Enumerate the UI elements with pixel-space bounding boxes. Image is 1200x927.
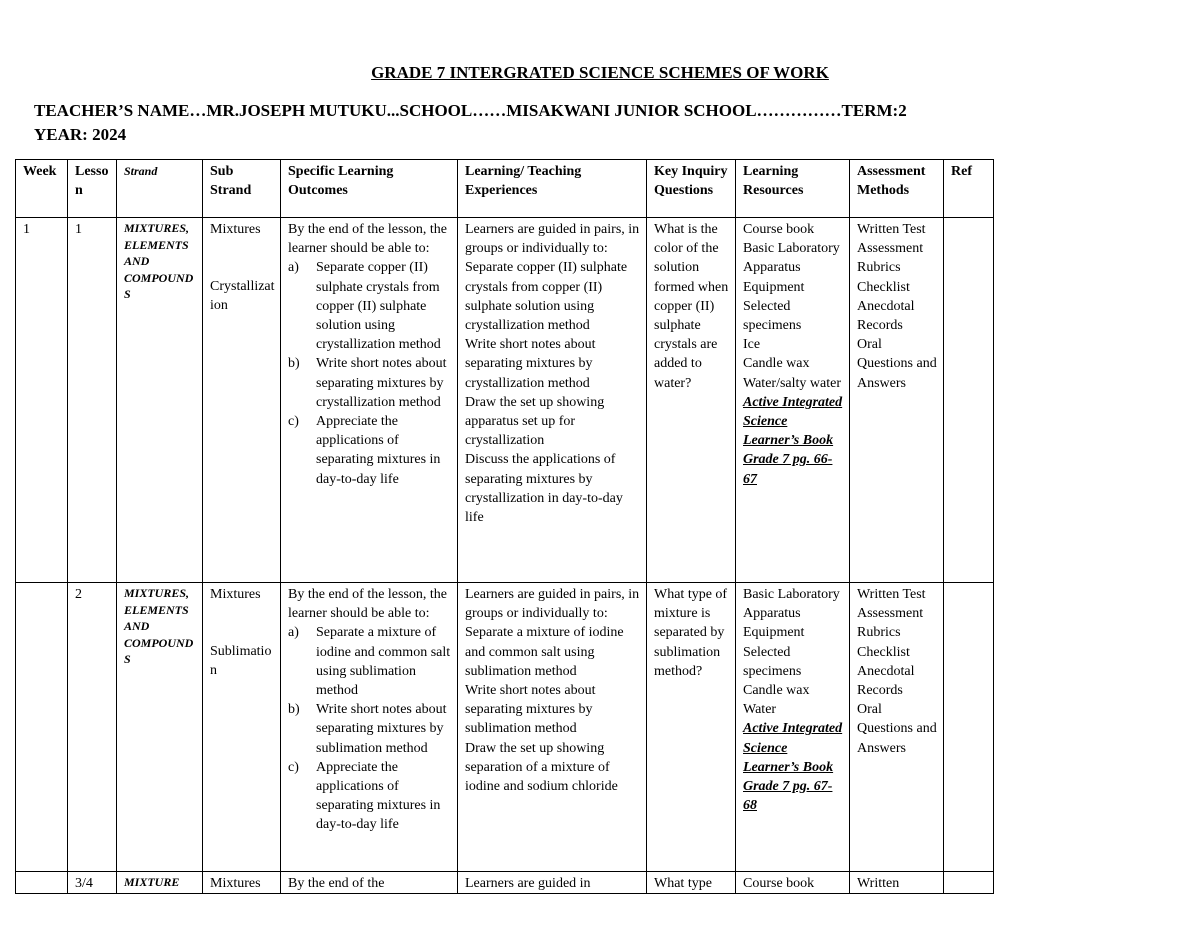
learner-book-reference: Active Integrated Science Learner’s Book Grade 7 pg. 67-68 bbox=[743, 721, 843, 814]
header-learning-resources: Learning Resources bbox=[736, 160, 850, 218]
resource-item: Basic Laboratory Apparatus bbox=[743, 241, 840, 276]
slo-marker: b) bbox=[288, 356, 300, 372]
kiq-cell: What type of mixture is separated by sublimation method? bbox=[647, 583, 736, 872]
experience-line: Write short notes about separating mixtures by sublimation method bbox=[465, 683, 596, 737]
resources-cell: Course book bbox=[736, 872, 850, 894]
table-row bbox=[16, 218, 994, 583]
header-sub-strand: Sub Strand bbox=[203, 160, 281, 218]
assessment-item: Oral Questions and Answers bbox=[857, 337, 937, 391]
learner-book-reference: Active Integrated Science Learner’s Book Grade 7 pg. 66-67 bbox=[743, 394, 843, 487]
slo-marker: c) bbox=[288, 759, 299, 775]
slo-cell bbox=[281, 583, 458, 872]
teacher-school-term-line: TEACHER’S NAME…MR.JOSEPH MUTUKU...SCHOOL……MISAKWANI JUNIOR SCHOOL……………TERM:2 bbox=[34, 101, 907, 120]
experience-line: Draw the set up showing separation of a mixture of iodine and sodium chloride bbox=[465, 740, 618, 795]
slo-list bbox=[288, 258, 453, 488]
sub-strand-primary: Mixtures bbox=[210, 587, 261, 602]
resource-item: Selected specimens bbox=[743, 298, 802, 334]
sub-strand-primary: Mixtures bbox=[210, 222, 261, 237]
assessment-item: Oral Questions and Answers bbox=[857, 702, 937, 756]
strand-cell: MIXTURES, ELEMENTS AND COMPOUNDS bbox=[117, 583, 203, 872]
header-learning-experiences: Learning/ Teaching Experiences bbox=[458, 160, 647, 218]
week-cell: 1 bbox=[16, 218, 68, 583]
teacher-info bbox=[34, 99, 1164, 147]
header-specific-learning-outcomes: Specific Learning Outcomes bbox=[281, 160, 458, 218]
lesson-cell: 3/4 bbox=[68, 872, 117, 894]
slo-text: Separate a mixture of iodine and common salt using sublimation method bbox=[316, 625, 451, 699]
experience-line: Separate copper (II) sulphate crystals from copper (II) sulphate solution using crystallization method bbox=[465, 260, 628, 334]
ref-cell bbox=[944, 583, 994, 872]
resource-item: Water bbox=[743, 702, 777, 718]
kiq-cell: What is the color of the solution formed when copper (II) sulphate crystals are added to water? bbox=[647, 218, 736, 583]
ref-cell bbox=[944, 218, 994, 583]
slo-item bbox=[288, 700, 453, 758]
assessment-cell bbox=[850, 218, 944, 583]
slo-marker: a) bbox=[288, 260, 299, 276]
assessment-cell: Written bbox=[850, 872, 944, 894]
strand-cell: MIXTURES, ELEMENTS AND COMPOUNDS bbox=[117, 218, 203, 583]
header-key-inquiry-questions: Key Inquiry Questions bbox=[647, 160, 736, 218]
assessment-cell bbox=[850, 583, 944, 872]
sub-strand-cell bbox=[203, 218, 281, 583]
table-row bbox=[16, 872, 994, 894]
experiences-cell: Learners are guided in bbox=[458, 872, 647, 894]
sub-strand-secondary: Sublimation bbox=[210, 644, 272, 679]
ref-cell bbox=[944, 872, 994, 894]
slo-cell: By the end of the bbox=[281, 872, 458, 894]
strand-cell: MIXTURE bbox=[117, 872, 203, 894]
lesson-cell: 2 bbox=[68, 583, 117, 872]
assessment-item: Anecdotal Records bbox=[857, 663, 915, 699]
header-row bbox=[16, 160, 994, 218]
resource-item: Basic Laboratory Apparatus bbox=[743, 587, 840, 622]
sub-strand-cell bbox=[203, 583, 281, 872]
sub-strand-secondary: Crystallization bbox=[210, 279, 275, 314]
slo-cell bbox=[281, 218, 458, 583]
slo-marker: a) bbox=[288, 625, 299, 641]
experience-line: Learners are guided in pairs, in groups or individually to: bbox=[465, 222, 640, 257]
header-ref: Ref bbox=[944, 160, 994, 218]
assessment-item: Checklist bbox=[857, 644, 910, 660]
assessment-item: Assessment Rubrics bbox=[857, 241, 924, 276]
slo-marker: b) bbox=[288, 702, 300, 718]
experience-line: Draw the set up showing apparatus set up for crystallization bbox=[465, 394, 605, 449]
slo-item bbox=[288, 258, 453, 354]
schemes-of-work-table bbox=[15, 159, 994, 894]
resources-cell bbox=[736, 218, 850, 583]
slo-text: Write short notes about separating mixtures by crystallization method bbox=[316, 356, 447, 410]
slo-intro: By the end of the lesson, the learner should be able to: bbox=[288, 222, 448, 257]
slo-text: Appreciate the applications of separating mixtures in day-to-day life bbox=[316, 759, 441, 833]
experience-line: Learners are guided in pairs, in groups or individually to: bbox=[465, 587, 640, 622]
resource-item: Ice bbox=[743, 337, 761, 353]
document-title: GRADE 7 INTERGRATED SCIENCE SCHEMES OF WORK bbox=[371, 63, 829, 82]
table-row bbox=[16, 583, 994, 872]
assessment-item: Anecdotal Records bbox=[857, 298, 915, 334]
assessment-item: Assessment Rubrics bbox=[857, 606, 924, 641]
slo-text: Write short notes about separating mixtures by sublimation method bbox=[316, 702, 447, 756]
experiences-cell bbox=[458, 583, 647, 872]
header-lesson: Lesson bbox=[68, 160, 117, 218]
experience-line: Separate a mixture of iodine and common salt using sublimation method bbox=[465, 625, 624, 679]
slo-item bbox=[288, 412, 453, 489]
assessment-item: Written Test bbox=[857, 222, 926, 237]
resources-cell bbox=[736, 583, 850, 872]
resource-item: Candle wax bbox=[743, 356, 810, 372]
resource-item: Water/salty water bbox=[743, 375, 841, 391]
slo-text: Appreciate the applications of separating mixtures in day-to-day life bbox=[316, 414, 441, 487]
year-line: YEAR: 2024 bbox=[34, 125, 127, 144]
header-week: Week bbox=[16, 160, 68, 218]
lesson-cell: 1 bbox=[68, 218, 117, 583]
assessment-item: Written Test bbox=[857, 587, 926, 602]
experience-line: Write short notes about separating mixtures by crystallization method bbox=[465, 337, 596, 391]
slo-intro: By the end of the lesson, the learner should be able to: bbox=[288, 587, 448, 622]
assessment-item: Checklist bbox=[857, 279, 910, 295]
kiq-cell: What type bbox=[647, 872, 736, 894]
resource-item: Selected specimens bbox=[743, 644, 802, 679]
resource-item: Equipment bbox=[743, 625, 805, 641]
sub-strand-cell: Mixtures bbox=[203, 872, 281, 894]
slo-text: Separate copper (II) sulphate crystals from copper (II) sulphate solution using crystallization method bbox=[316, 260, 441, 353]
resource-item: Candle wax bbox=[743, 683, 810, 699]
header-strand: Strand bbox=[117, 160, 203, 218]
slo-marker: c) bbox=[288, 414, 299, 430]
week-cell bbox=[16, 583, 68, 872]
experience-line: Discuss the applications of separating mixtures by crystallization in day-to-day life bbox=[465, 452, 623, 526]
resource-item: Equipment bbox=[743, 279, 805, 295]
resource-item: Course book bbox=[743, 222, 815, 237]
header-assessment-methods: Assessment Methods bbox=[850, 160, 944, 218]
week-cell bbox=[16, 872, 68, 894]
slo-item bbox=[288, 623, 453, 700]
slo-item bbox=[288, 758, 453, 835]
slo-item bbox=[288, 354, 453, 412]
slo-list bbox=[288, 623, 453, 834]
experiences-cell bbox=[458, 218, 647, 583]
